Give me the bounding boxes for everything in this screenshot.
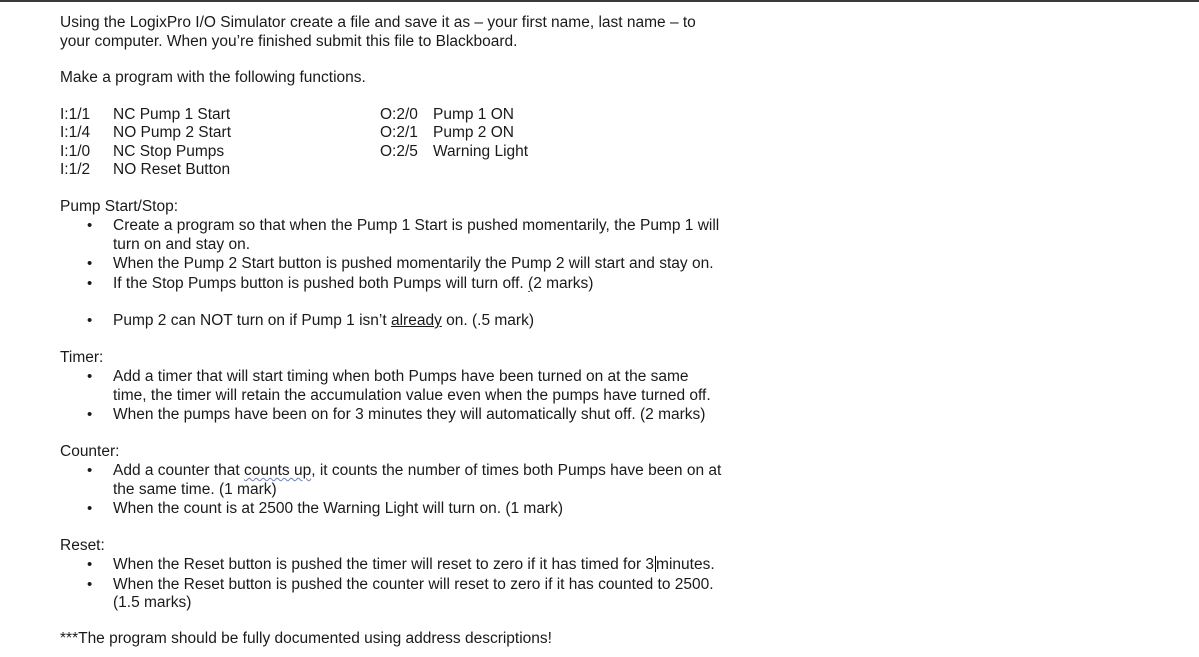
item-text-marked: ( [528,274,534,292]
io-table [60,106,760,180]
item-line: Create a program so that when the Pump 1 Start is pushed momentarily, the Pump 1 will [113,217,720,234]
list-item [60,312,760,331]
list-item [60,500,760,519]
item-text: Pump 2 can NOT turn on if Pump 1 isn’t [113,312,391,329]
item-line: the same time. (1 mark) [113,480,277,498]
outputs-list [380,106,680,180]
pump-bullets [60,217,760,331]
bullet-icon: • [87,556,93,573]
item-text: When the Reset button is pushed the timer will reset to zero if it has timed for 3 [113,556,655,573]
list-item [60,556,760,575]
list-item [60,406,760,425]
list-item [60,368,760,405]
timer-section [60,349,760,425]
section-heading-counter: Counter: [60,442,120,460]
input-label: NO Reset Button [113,161,231,178]
item-text: When the Pump 2 Start button is pushed momentarily the Pump 2 will start and stay on. [113,255,714,272]
list-item [60,255,760,274]
output-label: Pump 2 ON [433,124,514,141]
intro-line-2: your computer. When you’re finished submit this file to Blackboard. [60,32,518,50]
item-text: 2 marks) [533,274,594,292]
item-text: , it counts the number of times both Pumps have been on at [311,462,722,479]
input-label: NC Pump 1 Start [113,105,231,123]
output-address: O:2/1 [380,124,418,141]
input-row [60,143,380,162]
output-label: Warning Light [433,142,529,160]
item-line: When the Reset button is pushed the counter will reset to zero if it has counted to 2500. [113,575,714,593]
item-line: Add a timer that will start timing when both Pumps have been turned on at the same [113,368,689,385]
item-text-underlined: already [390,312,442,329]
document-page [60,14,760,648]
bullet-icon: • [87,312,93,329]
list-item [60,576,760,613]
item-line: (1.5 marks) [113,594,192,611]
item-text: When the count is at 2500 the Warning Light will turn on. (1 mark) [113,500,564,517]
top-border [0,0,1199,2]
item-text: If the Stop Pumps button is pushed both Pumps will turn off. [113,274,529,292]
bullet-icon: • [87,406,93,423]
list-item [60,217,760,254]
footer-note: ***The program should be fully documented using address descriptions! [60,629,552,647]
bullet-icon: • [87,368,93,385]
item-line: turn on and stay on. [113,235,251,253]
bullet-icon: • [87,500,93,517]
input-address: I:1/4 [60,124,91,141]
item-text: on. (.5 mark) [441,312,534,329]
section-heading-timer: Timer: [60,348,104,366]
input-label: NO Pump 2 Start [113,124,232,141]
list-item [60,275,760,294]
bullet-icon: • [87,575,93,593]
section-heading-reset: Reset: [60,536,105,554]
output-row [380,106,680,125]
output-label: Pump 1 ON [433,105,514,123]
output-address: O:2/5 [380,142,418,160]
input-address: I:1/2 [60,161,91,178]
intro-line-1: Using the LogixPro I/O Simulator create a file and save it as – your first name, last name – to [60,14,696,31]
make-program-text: Make a program with the following functions. [60,69,366,86]
output-row [380,124,680,143]
reset-section [60,537,760,613]
input-label: NC Stop Pumps [113,142,225,160]
output-row [380,143,680,162]
bullet-icon: • [87,255,93,272]
bullet-icon: • [87,462,93,479]
counter-bullets [60,462,760,519]
item-text: Add a counter that [113,462,244,479]
input-address: I:1/1 [60,105,91,123]
item-text: When the pumps have been on for 3 minutes they will automatically shut off. (2 marks) [113,406,706,423]
bullet-icon: • [87,217,93,234]
inputs-list [60,106,380,180]
counter-section [60,443,760,519]
input-row [60,106,380,125]
bullet-icon: • [87,274,93,292]
timer-bullets [60,368,760,425]
reset-bullets [60,556,760,613]
section-heading-pump: Pump Start/Stop: [60,197,179,215]
item-line: time, the timer will retain the accumulation value even when the pumps have turned off. [113,386,711,404]
input-address: I:1/0 [60,142,91,160]
input-row [60,161,380,180]
list-item [60,462,760,499]
input-row [60,124,380,143]
intro-paragraph [60,14,760,51]
output-address: O:2/0 [380,105,418,123]
spellcheck-text: counts up [243,462,312,479]
pump-section [60,198,760,331]
item-text: minutes. [656,556,715,573]
